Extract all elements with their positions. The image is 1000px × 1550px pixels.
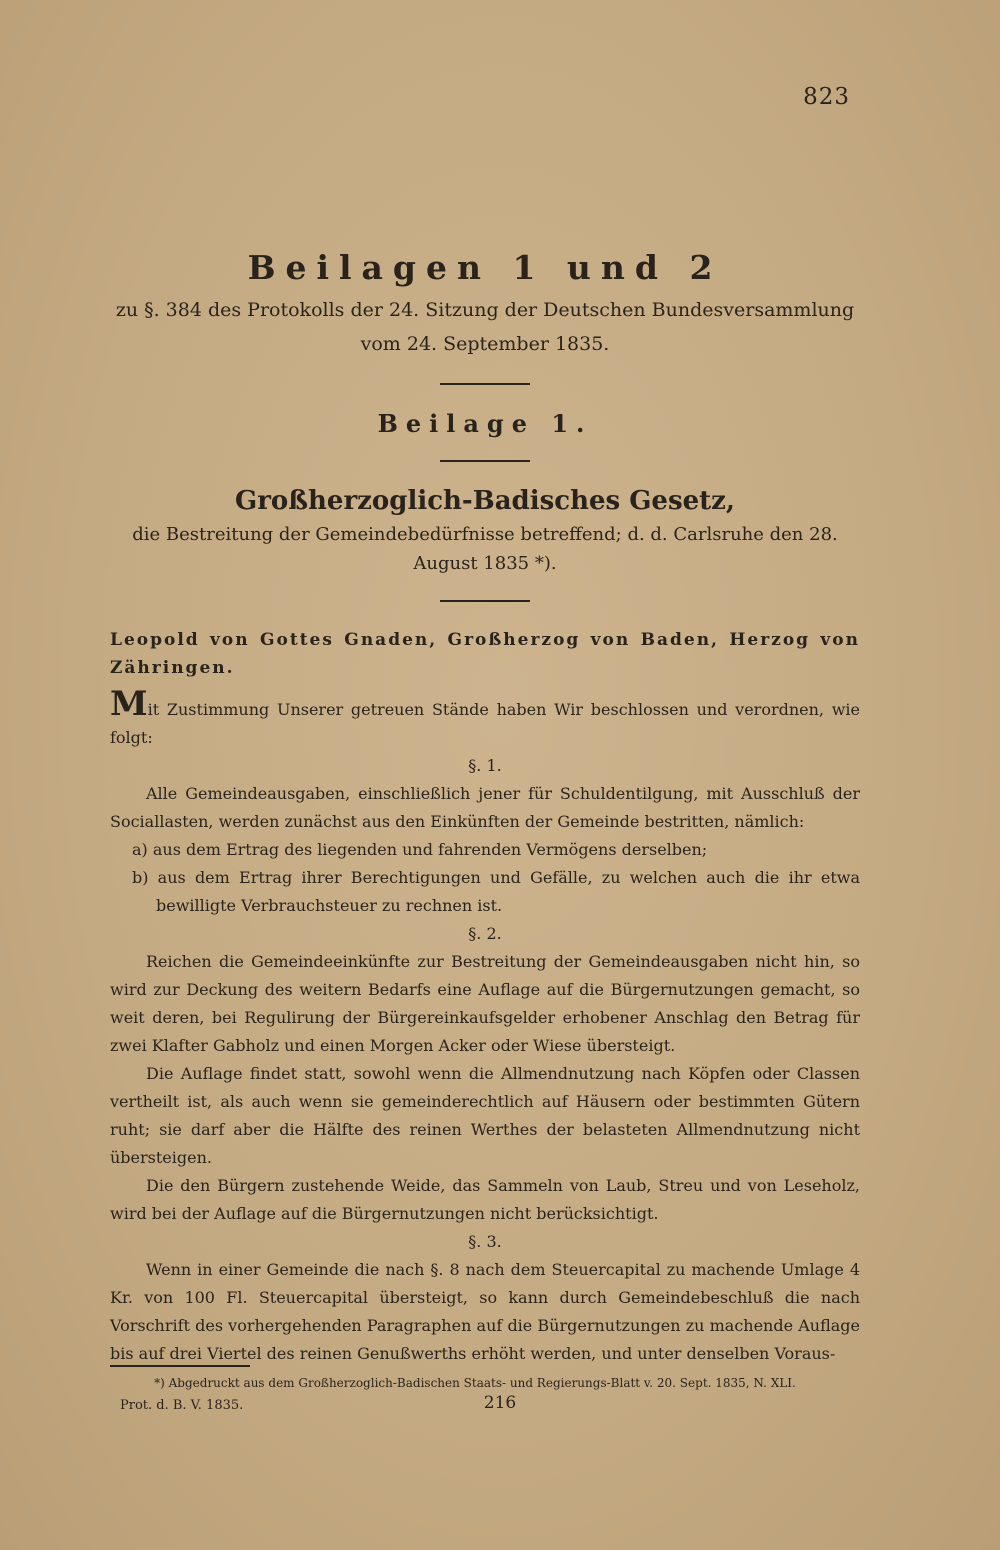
law-title: Großherzoglich-Badisches Gesetz, [235,486,735,516]
paragraph: Die Auflage findet statt, sowohl wenn die Allmendnutzung nach Köpfen oder Classen vertheilt ist, als auch wenn sie gemeinderechtlich auf Häusern oder bestimmten Gütern ruht; sie darf aber die Hälfte des reinen Werthes der belasteten Allmendnutzung nicht übersteigen. [110,1064,860,1167]
section-heading: §. 2. [468,924,502,943]
subtitle-line-1: zu §. 384 des Protokolls der 24. Sitzung der Deutschen Bundesversammlung [115,299,855,321]
paragraph: Alle Gemeindeausgaben, einschließlich jener für Schuldentilgung, mit Ausschluß der Sociallasten, werden zunächst aus den Einkünften der Gemeinde bestritten, nämlich: [110,784,860,831]
sheet-signature: 216 [483,1393,517,1413]
law-subtitle [110,520,860,578]
section-heading: §. 3. [468,1232,502,1251]
divider [440,383,530,385]
law-subtitle-line-2: August 1835 *). [413,553,557,574]
intro-paragraph [110,684,860,752]
drop-cap: M [110,684,148,724]
footnote-divider [110,1365,250,1367]
main-content [110,248,860,1368]
document-subtitle [110,293,860,361]
appendix-heading: Beilage 1. [377,409,593,438]
section-2 [110,920,860,1228]
paragraph: Die den Bürgern zustehende Weide, das Sammeln von Laub, Streu und von Leseholz, wird bei der Auflage auf die Bürgernutzungen nicht berücksichtigt. [110,1176,860,1223]
protocol-reference: Prot. d. B. V. 1835. [120,1398,244,1413]
list-item: b) aus dem Ertrag ihrer Berechtigungen und Gefälle, zu welchen auch die ihr etwa bewilligte Verbrauchsteuer zu rechnen ist. [132,868,860,915]
intro-text: it Zustimmung Unserer getreuen Stände haben Wir beschlossen und verordnen, wie folgt: [110,700,860,747]
paragraph: Wenn in einer Gemeinde die nach §. 8 nach dem Steuercapital zu machende Umlage 4 Kr. von 100 Fl. Steuercapital übersteigt, so kann durch Gemeindebeschluß die nach Vorschrift des vorhergehenden Paragraphen auf die Bürgernutzungen zu machende Auflage bis auf drei Viertel des reinen Genußwerths erhöht werden, und unter denselben Voraus- [110,1260,860,1363]
law-subtitle-line-1: die Bestreitung der Gemeindebedürfnisse betreffend; d. d. Carlsruhe den 28. [132,524,838,545]
divider [440,600,530,602]
footnote: *) Abgedruckt aus dem Großherzoglich-Badischen Staats- und Regierungs-Blatt v. 20. Sept. 1835, N. XLI. [154,1376,796,1390]
list-item: a) aus dem Ertrag des liegenden und fahrenden Vermögens derselben; [132,840,708,859]
divider [440,460,530,462]
section-3 [110,1228,860,1368]
section-heading: §. 1. [468,756,502,775]
sovereign-line: Leopold von Gottes Gnaden, Großherzog von Baden, Herzog von Zähringen. [110,630,860,678]
page-number: 823 [803,84,850,110]
subtitle-line-2: vom 24. September 1835. [360,333,610,355]
paragraph: Reichen die Gemeindeeinkünfte zur Bestreitung der Gemeindeausgaben nicht hin, so wird zur Deckung des weitern Bedarfs eine Auflage auf die Bürgernutzungen gemacht, so weit deren, bei Regulirung der Bürgereinkaufsgelder erhobener Anschlag den Betrag für zwei Klafter Gabholz und einen Morgen Acker oder Wiese übersteigt. [110,952,860,1055]
section-1 [110,752,860,920]
document-title: Beilagen 1 und 2 [247,248,723,287]
